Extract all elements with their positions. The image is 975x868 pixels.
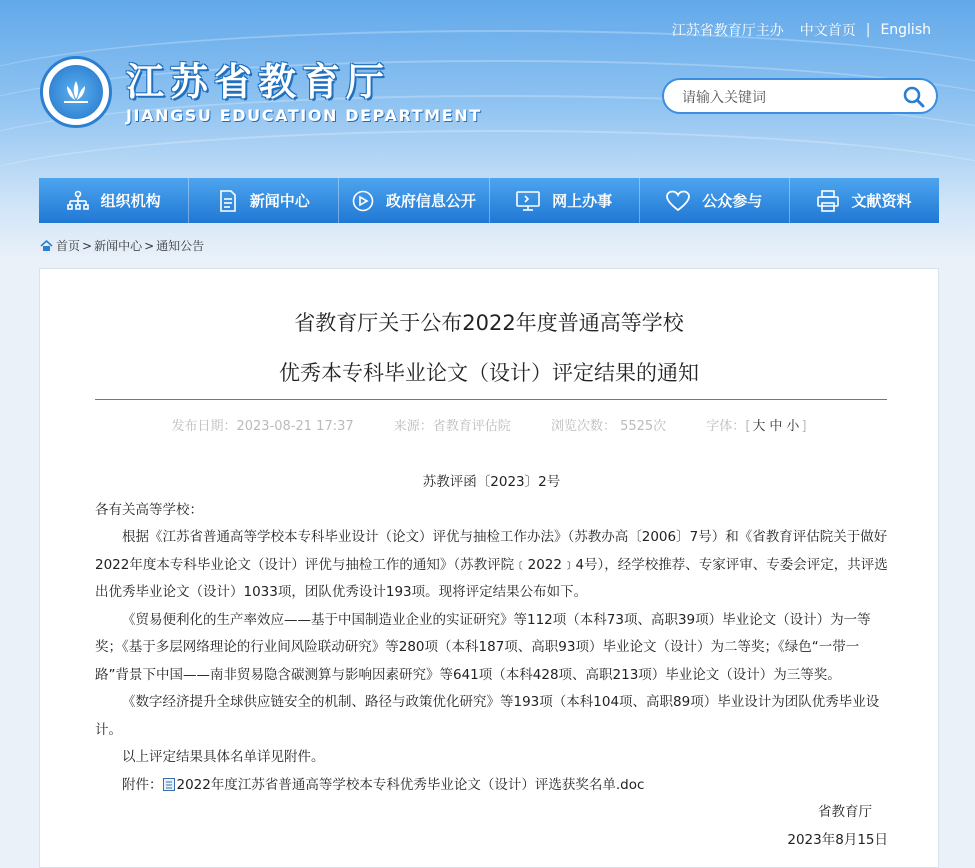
signature: 省教育厅 xyxy=(818,804,872,820)
top-links xyxy=(672,20,931,40)
font-large-button[interactable]: 大 xyxy=(752,419,766,434)
publish-date: 发布日期：2023-08-21 17:37 xyxy=(171,419,354,434)
document-number: 苏教评函〔2023〕2号 xyxy=(422,474,561,490)
document-icon xyxy=(218,190,238,212)
nav-label: 文献资料 xyxy=(851,192,912,210)
chinese-home-link[interactable]: 中文首页 xyxy=(799,23,856,39)
paragraph-2: 《贸易便利化的生产率效应——基于中国制造业企业的实证研究》等112项（本科73项、高职39项）毕业论文（设计）为一等奖；《基于多层网络理论的行业间风险联动研究》等280项（本科187项、高职93项）毕业论文（设计）为二等奖；《绿色“一带一路”背景下中国——南非贸易隐含碳测算与影响因素研究》等641项（本科428项、高职213项）毕业论文（设计）为三等奖。 xyxy=(95,611,871,683)
logo-subtitle: JIANGSU EDUCATION DEPARTMENT xyxy=(126,105,482,125)
nav-label: 公众参与 xyxy=(702,192,763,210)
font-size-label: 字体： xyxy=(706,419,746,434)
signed-date: 2023年8月15日 xyxy=(787,831,888,848)
search-box xyxy=(662,78,938,114)
main-nav xyxy=(39,178,939,223)
article-title-line2: 优秀本专科毕业论文（设计）评定结果的通知 xyxy=(279,361,699,385)
article-title-line1: 省教育厅关于公布2022年度普通高等学校 xyxy=(294,311,684,335)
nav-label: 组织机构 xyxy=(100,192,161,210)
font-medium-button[interactable]: 中 xyxy=(769,419,783,434)
source: 来源：省教育评估院 xyxy=(393,419,511,434)
english-link[interactable]: English xyxy=(880,22,931,38)
emblem-icon xyxy=(40,56,112,128)
nav-item-online-services[interactable] xyxy=(490,178,640,223)
bracket-open: [ xyxy=(745,419,751,434)
bracket-close: ] xyxy=(801,419,807,434)
nav-item-documents[interactable] xyxy=(790,178,939,223)
view-count: 浏览次数： 5525次 xyxy=(550,419,667,434)
logo-title: 江苏省教育厅 xyxy=(126,59,391,104)
font-size-selector xyxy=(706,419,806,434)
home-icon xyxy=(40,240,53,252)
paragraph-3: 《数字经济提升全球供应链安全的机制、路径与政策优化研究》等193项（本科104项、高职89项）毕业设计为团队优秀毕业设计。 xyxy=(95,694,880,738)
breadcrumb-arrow: > xyxy=(82,238,93,253)
nav-item-gov-info[interactable] xyxy=(339,178,489,223)
breadcrumb xyxy=(40,237,204,254)
nav-item-news[interactable] xyxy=(189,178,339,223)
heart-icon xyxy=(666,190,690,212)
nav-label: 新闻中心 xyxy=(249,192,310,210)
paragraph-4: 以上评定结果具体名单详见附件。 xyxy=(122,749,325,765)
title-divider xyxy=(95,399,887,400)
article-panel xyxy=(39,268,939,868)
nav-item-participation[interactable] xyxy=(640,178,790,223)
nav-label: 政府信息公开 xyxy=(385,192,476,210)
article-meta xyxy=(40,415,938,434)
monitor-icon xyxy=(516,190,540,212)
breadcrumb-arrow: > xyxy=(144,238,155,253)
search-input[interactable] xyxy=(680,86,884,110)
breadcrumb-home[interactable]: 首页 xyxy=(56,239,81,253)
printer-icon xyxy=(817,190,839,212)
attachment-line xyxy=(95,772,888,800)
attachment-label: 附件： xyxy=(122,776,163,793)
word-doc-icon xyxy=(163,778,175,791)
breadcrumb-notice[interactable]: 通知公告 xyxy=(156,239,205,253)
site-logo[interactable] xyxy=(40,56,482,128)
host-text: 江苏省教育厅主办 xyxy=(671,23,784,39)
nav-label: 网上办事 xyxy=(552,192,613,210)
separator: | xyxy=(865,22,871,38)
search-icon[interactable] xyxy=(902,85,926,109)
attachment-link[interactable]: 2022年度江苏省普通高等学校本专科优秀毕业论文（设计）评选获奖名单.doc xyxy=(176,776,645,793)
compass-icon xyxy=(352,190,374,212)
paragraph-1: 根据《江苏省普通高等学校本专科毕业设计（论文）评优与抽检工作办法》（苏教办高〔2006〕7号）和《省教育评估院关于做好2022年度本专科毕业论文（设计）评优与抽检工作的通知》（苏教评院﹝2022﹞4号），经学校推荐、专家评审、专委会评定，共评选出优秀毕业论文（设计）1033项，团队优秀设计193项。现将评定结果公布如下。 xyxy=(95,529,888,600)
font-small-button[interactable]: 小 xyxy=(786,419,800,434)
salutation: 各有关高等学校： xyxy=(95,501,203,518)
nav-item-org[interactable] xyxy=(39,178,189,223)
org-chart-icon xyxy=(67,190,89,212)
breadcrumb-news[interactable]: 新闻中心 xyxy=(94,239,143,253)
article-body xyxy=(95,469,888,854)
